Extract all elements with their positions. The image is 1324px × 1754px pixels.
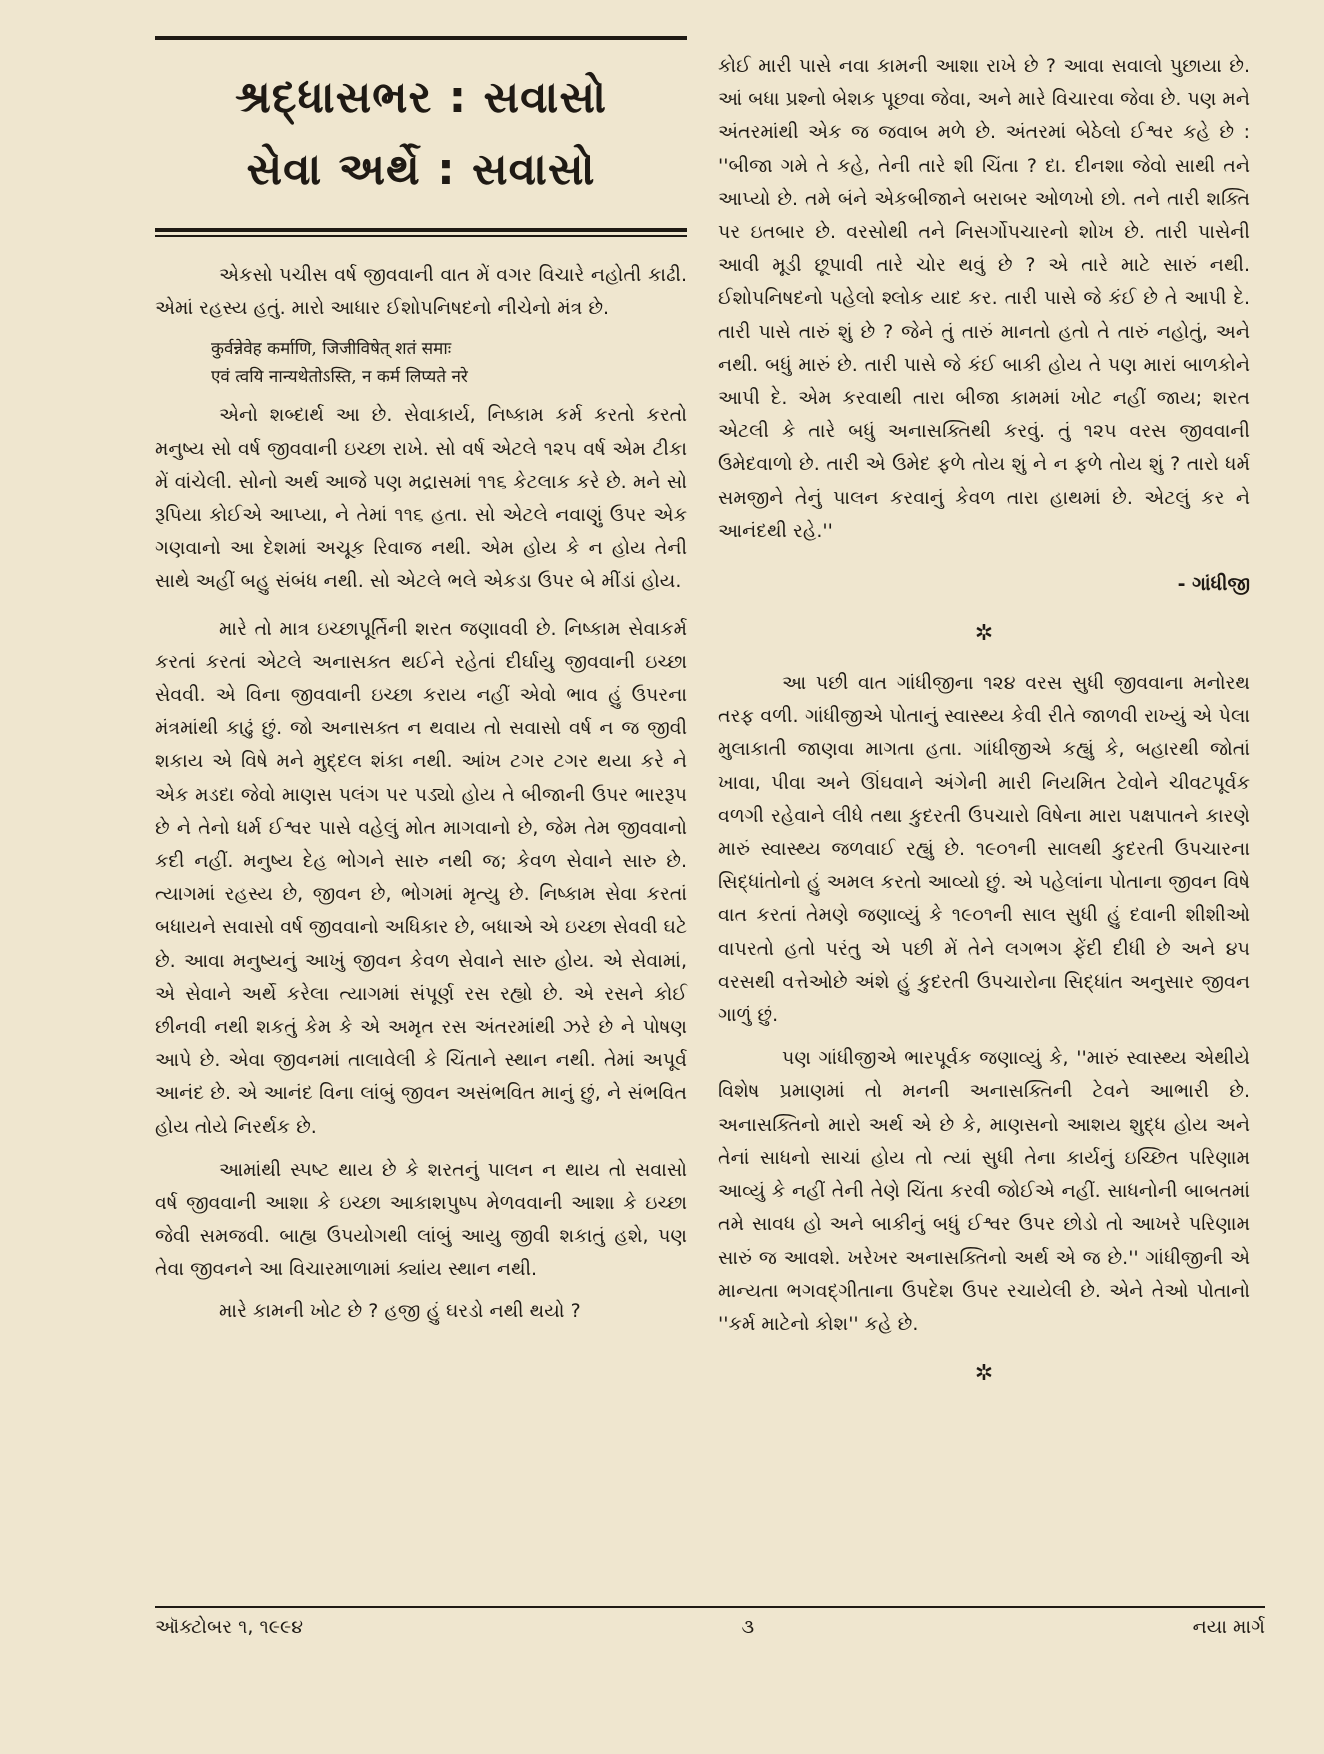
right-paragraph-3: પણ ગાંધીજીએ ભારપૂર્વક જણાવ્યું કે, ''મારું સ્વાસ્થ્ય એથીયે વિશેષ પ્રમાણમાં તો મનની અનાસક્તિની ટેવને આભારી છે. અનાસક્તિનો મારો અર્થ એ છે કે, માણસનો આશય શુદ્ધ હોય અને તેનાં સાધનો સાચાં હોય તો ત્યાં સુધી તેના કાર્યનું ઇચ્છિત પરિણામ આવ્યું કે નહીં તેની તેણે ચિંતા કરવી જોઈએ નહીં. સાધનોની બાબતમાં તમે સાવધ હો અને બાકીનું બધું ઈશ્વર ઉપર છોડો તો આખરે પરિણામ સારું જ આવશે. ખરેખર અનાસક્તિનો અર્થ એ જ છે.'' ગાંધીજીની એ માન્યતા ભગવદ્ગીતાના ઉપદેશ ઉપર રચાયેલી છે. એને તેઓ પોતાનો ''કર્મ માટેનો કોશ'' કહે છે. — [718, 1047, 1250, 1335]
verse-line-1: कुर्वन्नेवेह कर्माणि, जिजीविषेत् शतं समाः — [211, 339, 452, 360]
right-column — [718, 50, 1250, 1407]
title-line-1: શ્રદ્ધાસભર : સવાસો — [235, 72, 607, 123]
verse-line-2: एवं त्वयि नान्यथेतोऽस्ति, न कर्म लिप्यते नरे — [211, 367, 468, 388]
title-line-2: સેવા અર્થે : સવાસો — [246, 144, 596, 195]
left-paragraph-3: મારે તો માત્ર ઇચ્છાપૂર્તિની શરત જણાવવી છે. નિષ્કામ સેવાકર્મ કરતાં કરતાં એટલે અનાસક્ત થઈને રહેતાં દીર્ઘાયુ જીવવાની ઇચ્છા સેવવી. એ વિના જીવવાની ઇચ્છા કરાય નહીં એવો ભાવ હું ઉપરના મંત્રમાંથી કાઢું છું. જો અનાસક્ત ન થવાય તો સવાસો વર્ષ ન જ જીવી શકાય એ વિષે મને મુદ્દલ શંકા નથી. આંખ ટગર ટગર થયા કરે ને એક મડદા જેવો માણસ પલંગ પર પડ્યો હોય તે બીજાની ઉપર ભારરૂપ છે ને તેનો ધર્મ ઈશ્વર પાસે વહેલું મોત માગવાનો છે, જેમ તેમ જીવવાનો કદી નહીં. મનુષ્ય દેહ ભોગને સારુ નથી જ; કેવળ સેવાને સારુ છે. ત્યાગમાં રહસ્ય છે, જીવન છે, ભોગમાં મૃત્યુ છે. નિષ્કામ સેવા કરતાં બધાયને સવાસો વર્ષ જીવવાનો અધિકાર છે, બધાએ એ ઇચ્છા સેવવી ઘટે છે. આવા મનુષ્યનું આખું જીવન કેવળ સેવાને સારુ હોય. એ સેવામાં, એ સેવાને અર્થે કરેલા ત્યાગમાં સંપૂર્ણ રસ રહ્યો છે. એ રસને કોઈ છીનવી નથી શકતું કેમ કે એ અમૃત રસ અંતરમાંથી ઝરે છે ને પોષણ આપે છે. એવા જીવનમાં તાલાવેલી કે ચિંતાને સ્થાન નથી. તેમાં અપૂર્વ આનંદ છે. એ આનંદ વિના લાંબું જીવન અસંભવિત માનું છું, ને સંભવિત હોય તોયે નિરર્થક છે. — [155, 617, 687, 1138]
magazine-name: નયા માર્ગ — [1192, 1616, 1265, 1638]
title-bottom-rule — [155, 228, 687, 232]
footer-date: ઑક્ટોબર ૧, ૧૯૯૪ — [155, 1616, 304, 1638]
left-column — [155, 36, 687, 1328]
section-divider-icon: ✲ — [974, 621, 994, 647]
signature: - ગાંધીજી — [1177, 573, 1250, 596]
left-paragraph-5: મારે કામની ખોટ છે ? હજી હું ઘરડો નથી થયો ? — [219, 1299, 581, 1322]
footer-row — [155, 1608, 1265, 1638]
page-footer — [155, 1606, 1265, 1638]
left-paragraph-2: એનો શબ્દાર્થ આ છે. સેવાકાર્ય, નિષ્કામ કર્મ કરતો કરતો મનુષ્ય સો વર્ષ જીવવાની ઇચ્છા રાખે. સો વર્ષ એટલે ૧૨૫ વર્ષ એમ ટીકા મેં વાંચેલી. સોનો અર્થ આજે પણ મદ્રાસમાં ૧૧૬ કેટલાક કરે છે. મને સો રૂપિયા કોઈએ આપ્યા, ને તેમાં ૧૧૬ હતા. સો એટલે નવાણું ઉપર એક ગણવાનો આ દેશમાં અચૂક રિવાજ નથી. એમ હોય કે ન હોય તેની સાથે અહીં બહુ સંબંધ નથી. સો એટલે ભલે એકડા ઉપર બે મીંડાં હોય. — [155, 404, 687, 593]
sanskrit-verse — [155, 335, 687, 391]
title-block — [155, 40, 687, 228]
left-paragraph-4: આમાંથી સ્પષ્ટ થાય છે કે શરતનું પાલન ન થાય તો સવાસો વર્ષ જીવવાની આશા કે ઇચ્છા આકાશપુષ્પ મેળવવાની આશા કે ઇચ્છા જેવી સમજવી. બાહ્ય ઉપયોગથી લાંબું આયુ જીવી શકાતું હશે, પણ તેવા જીવનને આ વિચારમાળામાં ક્યાંય સ્થાન નથી. — [155, 1158, 687, 1281]
left-paragraph-1: એકસો પચીસ વર્ષ જીવવાની વાત મેં વગર વિચારે નહોતી કાઢી. એમાં રહસ્ય હતું. મારો આધાર ઈશોપનિષદનો નીચેનો મંત્ર છે. — [155, 264, 687, 320]
section-divider-icon-2: ✲ — [974, 1361, 994, 1387]
page-number: ૩ — [741, 1616, 755, 1638]
right-paragraph-1: કોઈ મારી પાસે નવા કામની આશા રાખે છે ? આવા સવાલો પુછાયા છે. આં બધા પ્રશ્નો બેશક પૂછવા જેવા, અને મારે વિચારવા જેવા છે. પણ મને અંતરમાંથી એક જ જવાબ મળે છે. અંતરમાં બેઠેલો ઈશ્વર કહે છે : ''બીજા ગમે તે કહે, તેની તારે શી ચિંતા ? દા. દીનશા જેવો સાથી તને આપ્યો છે. તમે બંને એકબીજાને બરાબર ઓળખો છો. તને તારી શક્તિ પર ઇતબાર છે. વરસોથી તને નિસર્ગોપચારનો શોખ છે. તારી પાસેની આવી મૂડી છૂપાવી તારે ચોર થવું છે ? એ તારે માટે સારું નથી. ઈશોપનિષદનો પહેલો શ્લોક યાદ કર. તારી પાસે જે કંઈ છે તે આપી દે. તારી પાસે તારું શું છે ? જેને તું તારું માનતો હતો તે તારું નહોતું, અને નથી. બધું મારું છે. તારી પાસે જે કંઈ બાકી હોય તે પણ મારાં બાળકોને આપી દે. એમ કરવાથી તારા બીજા કામમાં ખોટ નહીં જાય; શરત એટલી કે તારે બધું અનાસક્તિથી કરવું. તું ૧૨૫ વરસ જીવવાની ઉમેદવાળો છે. તારી એ ઉમેદ ફળે તોય શું ને ન ફળે તોય શું ? તારો ધર્મ સમજીને તેનું પાલન કરવાનું કેવળ તારા હાથમાં છે. એટલું કર ને આનંદથી રહે.'' — [718, 55, 1250, 542]
right-paragraph-2: આ પછી વાત ગાંધીજીના ૧૨૪ વરસ સુધી જીવવાના મનોરથ તરફ વળી. ગાંધીજીએ પોતાનું સ્વાસ્થ્ય કેવી રીતે જાળવી રાખ્યું એ પેલા મુલાકાતી જાણવા માગતા હતા. ગાંધીજીએ કહ્યું કે, બહારથી જોતાં ખાવા, પીવા અને ઊંઘવાને અંગેની મારી નિયમિત ટેવોને ચીવટપૂર્વક વળગી રહેવાને લીધે તથા કુદરતી ઉપચારો વિષેના મારા પક્ષપાતને કારણે મારું સ્વાસ્થ્ય જળવાઈ રહ્યું છે. ૧૯૦૧ની સાલથી કુદરતી ઉપચારના સિદ્ધાંતોનો હું અમલ કરતો આવ્યો છું. એ પહેલાંના પોતાના જીવન વિષે વાત કરતાં તેમણે જણાવ્યું કે ૧૯૦૧ની સાલ સુધી હું દવાની શીશીઓ વાપરતો હતો પરંતુ એ પછી મેં તેને લગભગ ફેંદી દીધી છે અને ૪૫ વરસથી વત્તેઓછે અંશે હું કુદરતી ઉપચારોના સિદ્ધાંત અનુસાર જીવન ગાળું છું. — [718, 672, 1250, 1027]
